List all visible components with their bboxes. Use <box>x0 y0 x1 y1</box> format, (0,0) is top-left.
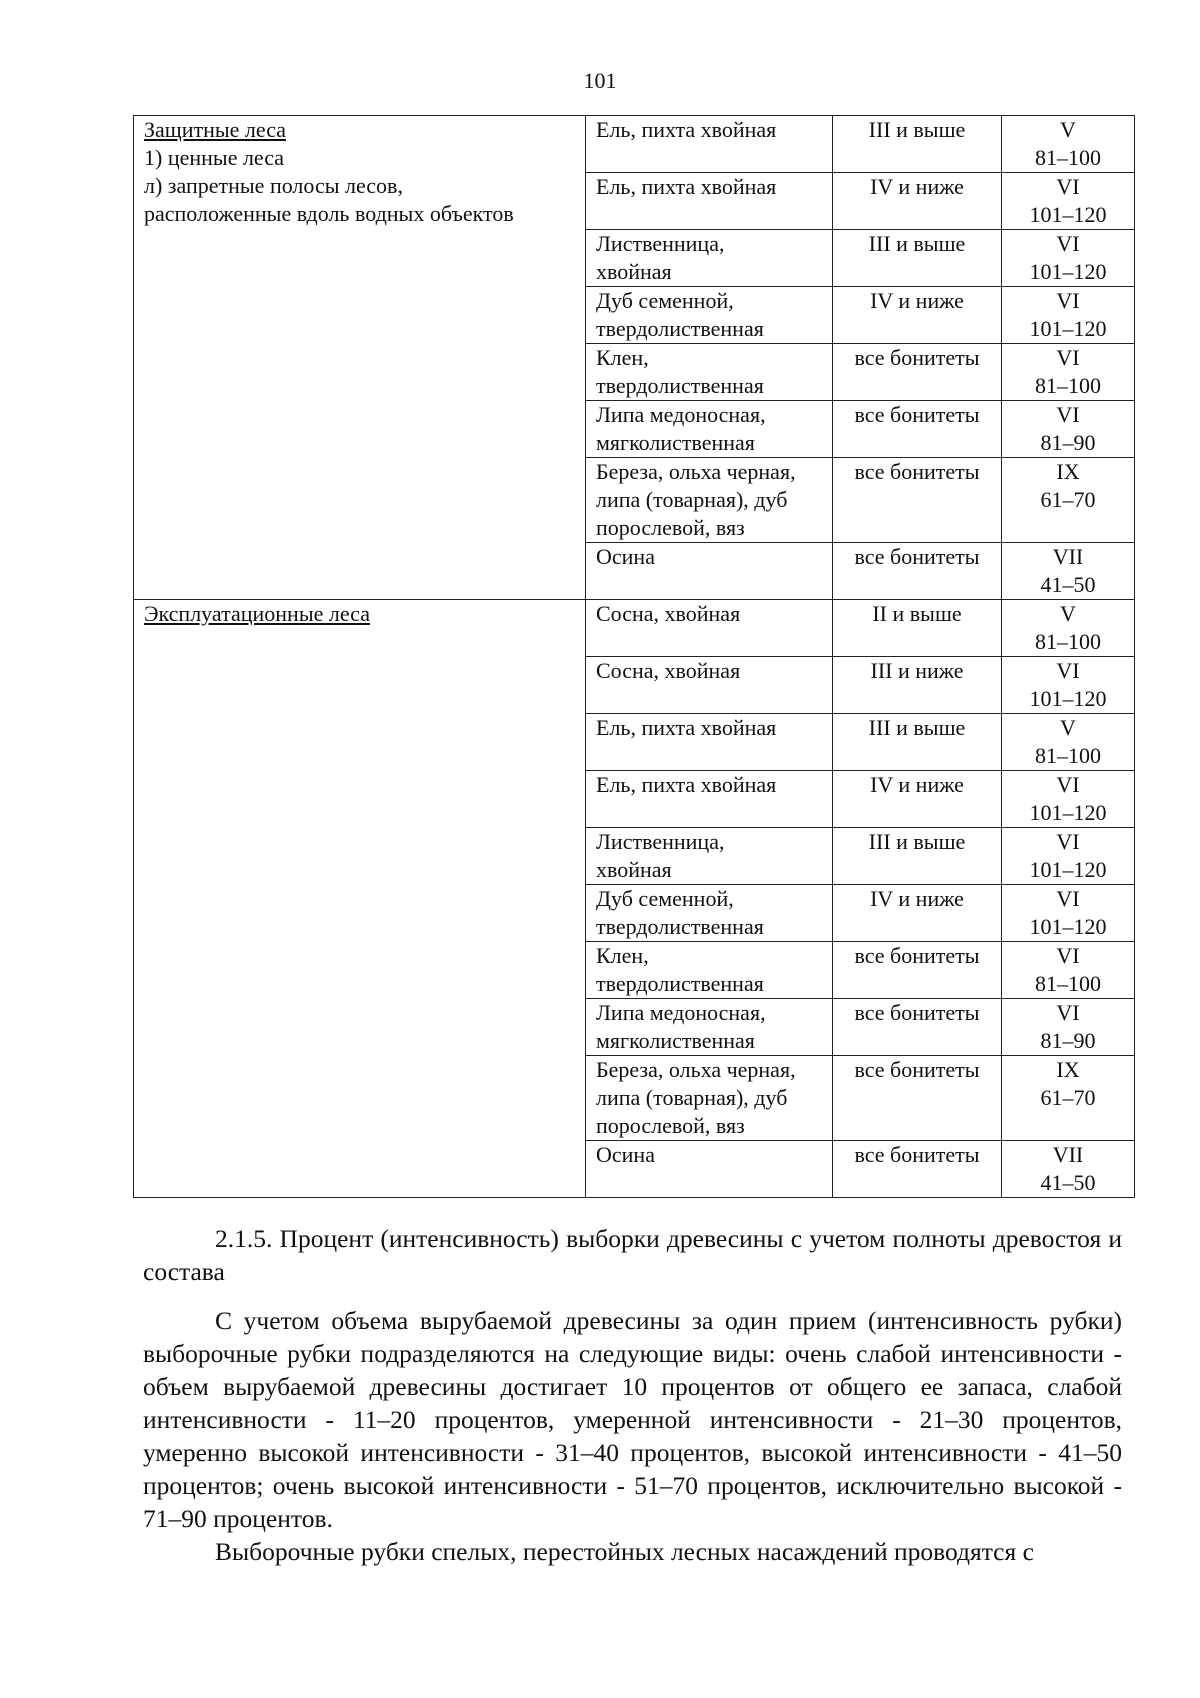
species-cell <box>586 230 833 287</box>
age-cell <box>1002 771 1135 828</box>
species-line: Ель, пихта хвойная <box>596 117 777 142</box>
bonitet-cell: все бонитеты <box>833 942 1002 999</box>
age-cell <box>1002 600 1135 657</box>
species-line: Ель, пихта хвойная <box>596 772 777 797</box>
table-body <box>134 116 1135 1198</box>
species-cell <box>586 657 833 714</box>
species-line: Липа медоносная, <box>596 1000 766 1025</box>
species-cell <box>586 543 833 600</box>
age-class: VI <box>1056 829 1080 854</box>
species-line: Клен, <box>596 943 649 968</box>
age-cell <box>1002 714 1135 771</box>
age-range: 101–120 <box>1029 202 1107 227</box>
bonitet-cell: IV и ниже <box>833 173 1002 230</box>
species-cell <box>586 999 833 1056</box>
age-cell <box>1002 1056 1135 1141</box>
age-range: 81–100 <box>1035 971 1101 996</box>
age-class: VI <box>1056 1000 1080 1025</box>
table-row <box>134 116 1135 173</box>
species-line: липа (товарная), дуб <box>596 1085 788 1110</box>
age-range: 41–50 <box>1040 572 1096 597</box>
age-class: IX <box>1056 1057 1080 1082</box>
age-cell <box>1002 458 1135 543</box>
species-cell <box>586 600 833 657</box>
age-class: IX <box>1056 459 1080 484</box>
bonitet-cell: III и выше <box>833 116 1002 173</box>
bonitet-cell: все бонитеты <box>833 401 1002 458</box>
species-line: Сосна, хвойная <box>596 601 741 626</box>
species-cell <box>586 401 833 458</box>
age-class: VI <box>1056 231 1080 256</box>
species-cell <box>586 458 833 543</box>
age-cell <box>1002 287 1135 344</box>
forest-category-line: расположенные вдоль водных объектов <box>144 201 514 226</box>
species-cell <box>586 942 833 999</box>
forest-category-line: 1) ценные леса <box>144 145 285 170</box>
age-cell <box>1002 1141 1135 1198</box>
age-class: V <box>1060 601 1076 626</box>
age-range: 41–50 <box>1040 1170 1096 1195</box>
page-number: 101 <box>583 68 617 93</box>
body-text <box>143 1222 1122 1568</box>
paragraph-selective-cutting: Выборочные рубки спелых, перестойных лесных насаждений проводятся с <box>215 1537 1034 1566</box>
age-cell <box>1002 344 1135 401</box>
age-range: 81–90 <box>1040 1028 1096 1053</box>
forest-category-cell <box>134 600 586 1198</box>
species-line: липа (товарная), дуб <box>596 487 788 512</box>
bonitet-cell: IV и ниже <box>833 885 1002 942</box>
age-class: VII <box>1052 544 1084 569</box>
age-range: 81–100 <box>1035 743 1101 768</box>
age-cell <box>1002 116 1135 173</box>
bonitet-cell: все бонитеты <box>833 543 1002 600</box>
age-class: V <box>1060 117 1076 142</box>
bonitet-cell: III и ниже <box>833 657 1002 714</box>
age-cell <box>1002 401 1135 458</box>
species-cell <box>586 173 833 230</box>
age-cell <box>1002 173 1135 230</box>
bonitet-cell: IV и ниже <box>833 287 1002 344</box>
bonitet-cell: все бонитеты <box>833 1056 1002 1141</box>
species-cell <box>586 885 833 942</box>
species-line: Осина <box>596 544 655 569</box>
age-range: 61–70 <box>1040 1085 1096 1110</box>
species-cell <box>586 828 833 885</box>
age-range: 101–120 <box>1029 316 1107 341</box>
forest-category-line: л) запретные полосы лесов, <box>144 173 403 198</box>
species-line: твердолиственная <box>596 971 764 996</box>
species-line: Береза, ольха черная, <box>596 1057 796 1082</box>
age-cell <box>1002 828 1135 885</box>
paragraph-intensity: С учетом объема вырубаемой древесины за один прием (интенсивность рубки) выборочные рубки подразделяются на следующие виды: очень слабой интенсивности - объем вырубаемой древесины достигает 10 процентов от общего ее запаса, слабой интенсивности - 11–20 процентов, умеренной интенсивности - 21–30 процентов, умеренно высокой интенсивности - 31–40 процентов, высокой интенсивности - 41–50 процентов; очень высокой интенсивности - 51–70 процентов, исключительно высокой - 71–90 процентов. <box>143 1306 1122 1533</box>
species-line: Клен, <box>596 345 649 370</box>
bonitet-cell: III и выше <box>833 828 1002 885</box>
age-cell <box>1002 999 1135 1056</box>
age-class: VI <box>1056 772 1080 797</box>
section-heading: 2.1.5. Процент (интенсивность) выборки древесины с учетом полноты древостоя и состава <box>143 1224 1122 1286</box>
species-line: твердолиственная <box>596 914 764 939</box>
species-cell <box>586 287 833 344</box>
species-line: Сосна, хвойная <box>596 658 741 683</box>
species-line: Дуб семенной, <box>596 886 734 911</box>
species-line: порослевой, вяз <box>596 1113 745 1138</box>
age-range: 101–120 <box>1029 800 1107 825</box>
age-range: 101–120 <box>1029 857 1107 882</box>
bonitet-cell: III и выше <box>833 230 1002 287</box>
species-line: порослевой, вяз <box>596 515 745 540</box>
species-line: Лиственница, <box>596 829 725 854</box>
table-row <box>134 600 1135 657</box>
species-line: твердолиственная <box>596 316 764 341</box>
species-line: Лиственница, <box>596 231 725 256</box>
age-range: 81–100 <box>1035 629 1101 654</box>
age-range: 81–100 <box>1035 373 1101 398</box>
species-line: Ель, пихта хвойная <box>596 174 777 199</box>
age-cell <box>1002 885 1135 942</box>
species-line: Ель, пихта хвойная <box>596 715 777 740</box>
age-cell <box>1002 942 1135 999</box>
age-cell <box>1002 230 1135 287</box>
age-cell <box>1002 543 1135 600</box>
species-line: Осина <box>596 1142 655 1167</box>
forest-category-title: Эксплуатационные леса <box>144 601 370 626</box>
age-range: 101–120 <box>1029 259 1107 284</box>
age-range: 101–120 <box>1029 686 1107 711</box>
species-line: мягколиственная <box>596 1028 755 1053</box>
species-line: мягколиственная <box>596 430 755 455</box>
forest-category-title: Защитные леса <box>144 117 287 142</box>
age-class: VII <box>1052 1142 1084 1167</box>
species-line: хвойная <box>596 259 672 284</box>
forest-age-table <box>133 115 1135 1198</box>
species-cell <box>586 116 833 173</box>
species-line: Дуб семенной, <box>596 288 734 313</box>
bonitet-cell: III и выше <box>833 714 1002 771</box>
age-class: V <box>1060 715 1076 740</box>
age-class: VI <box>1056 174 1080 199</box>
species-cell <box>586 1056 833 1141</box>
age-class: VI <box>1056 943 1080 968</box>
species-line: хвойная <box>596 857 672 882</box>
age-range: 101–120 <box>1029 914 1107 939</box>
species-line: твердолиственная <box>596 373 764 398</box>
bonitet-cell: все бонитеты <box>833 344 1002 401</box>
species-line: Береза, ольха черная, <box>596 459 796 484</box>
bonitet-cell: IV и ниже <box>833 771 1002 828</box>
bonitet-cell: все бонитеты <box>833 458 1002 543</box>
age-class: VI <box>1056 402 1080 427</box>
age-cell <box>1002 657 1135 714</box>
bonitet-cell: II и выше <box>833 600 1002 657</box>
species-line: Липа медоносная, <box>596 402 766 427</box>
bonitet-cell: все бонитеты <box>833 999 1002 1056</box>
age-class: VI <box>1056 288 1080 313</box>
age-class: VI <box>1056 658 1080 683</box>
species-cell <box>586 771 833 828</box>
forest-category-cell <box>134 116 586 600</box>
age-range: 81–100 <box>1035 145 1101 170</box>
species-cell <box>586 1141 833 1198</box>
age-range: 81–90 <box>1040 430 1096 455</box>
age-class: VI <box>1056 886 1080 911</box>
age-class: VI <box>1056 345 1080 370</box>
age-range: 61–70 <box>1040 487 1096 512</box>
bonitet-cell: все бонитеты <box>833 1141 1002 1198</box>
species-cell <box>586 344 833 401</box>
species-cell <box>586 714 833 771</box>
